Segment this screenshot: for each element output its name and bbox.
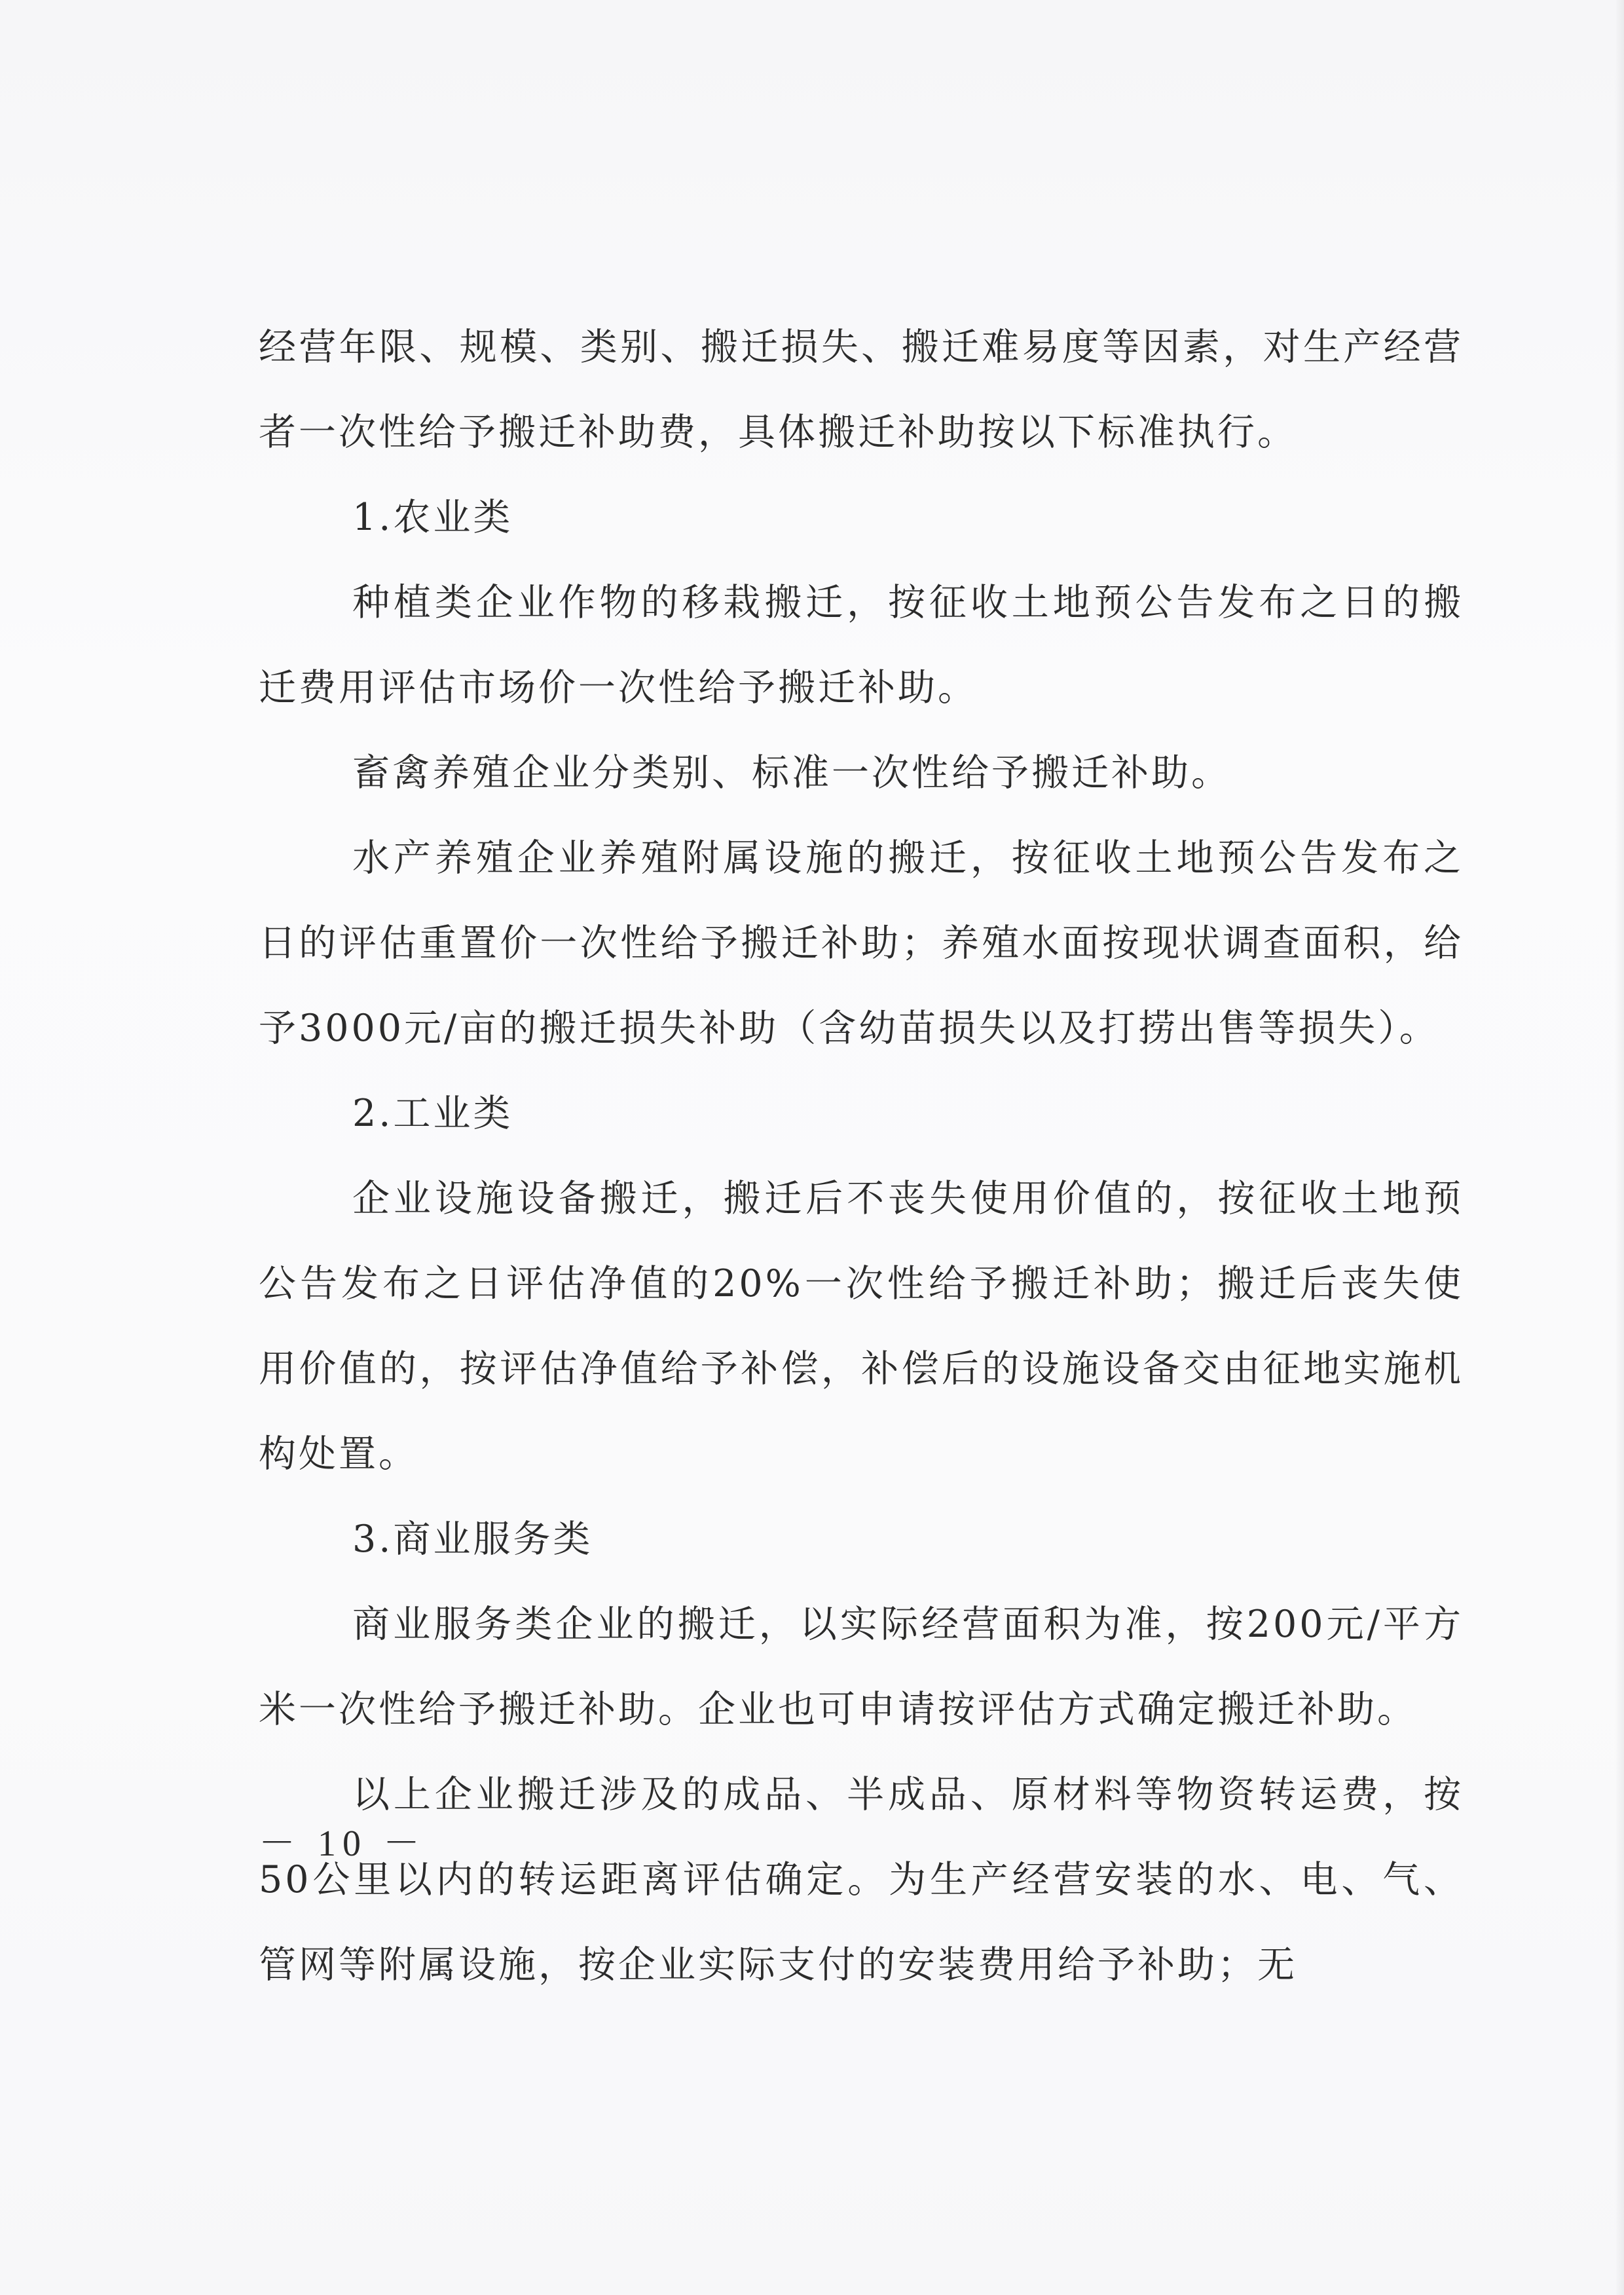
paragraph-planting: 种植类企业作物的移栽搬迁，按征收土地预公告发布之日的搬迁费用评估市场价一次性给予搬迁补助。 (259, 581, 1464, 709)
heading-industry: 2.工业类 (352, 1092, 513, 1135)
paragraph-livestock: 畜禽养殖企业分类别、标准一次性给予搬迁补助。 (352, 751, 1231, 794)
paragraph-commercial-services: 商业服务类企业的搬迁，以实际经营面积为准，按200元/平方米一次性给予搬迁补助。企业也可申请按评估方式确定搬迁补助。 (259, 1603, 1464, 1731)
page-number: － 10 － (259, 1823, 426, 1864)
heading-commercial-services: 3.商业服务类 (352, 1518, 593, 1561)
paragraph-industry-equipment: 企业设施设备搬迁，搬迁后不丧失使用价值的，按征收土地预公告发布之日评估净值的20%一次性给予搬迁补助；搬迁后丧失使用价值的，按评估净值给予补偿，补偿后的设施设备交由征地实施机构处置。 (259, 1177, 1464, 1476)
heading-agriculture: 1.农业类 (352, 496, 513, 539)
paragraph-continuation: 经营年限、规模、类别、搬迁损失、搬迁难易度等因素，对生产经营者一次性给予搬迁补助费，具体搬迁补助按以下标准执行。 (259, 326, 1464, 454)
body-text (259, 305, 1464, 2007)
paragraph-aquaculture: 水产养殖企业养殖附属设施的搬迁，按征收土地预公告发布之日的评估重置价一次性给予搬迁补助；养殖水面按现状调查面积，给予3000元/亩的搬迁损失补助（含幼苗损失以及打捞出售等损失）。 (259, 836, 1464, 1050)
paragraph-materials-transport: 以上企业搬迁涉及的成品、半成品、原材料等物资转运费，按50公里以内的转运距离评估确定。为生产经营安装的水、电、气、管网等附属设施，按企业实际支付的安装费用给予补助；无 (259, 1773, 1464, 1987)
